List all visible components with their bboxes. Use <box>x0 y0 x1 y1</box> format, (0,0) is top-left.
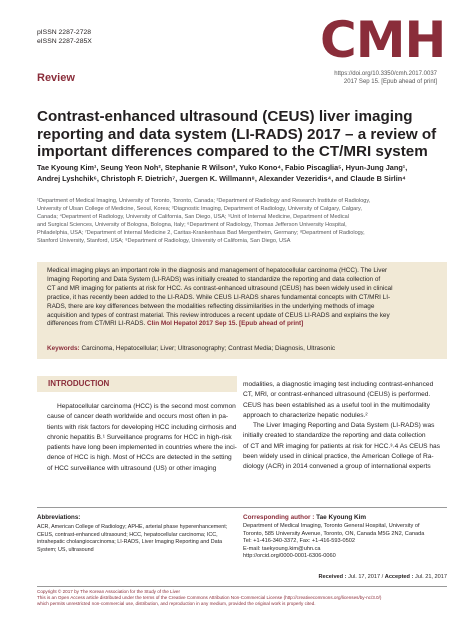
article-type-label: Review <box>37 72 75 84</box>
doi-link[interactable]: https://doi.org/10.3350/cmh.2017.0037 <box>334 71 437 77</box>
body-line: of HCC surveillance with ultrasound (US) or other imaging <box>47 464 217 472</box>
keywords-label: Keywords: <box>47 345 80 352</box>
footnote-divider <box>37 507 447 508</box>
author-line: Tae Kyoung Kim¹, Seung Yeon Noh², Stephanie R Wilson³, Yuko Kono⁴, Fabio Piscaglia⁵, Hyun-Jung Jang¹, <box>37 163 408 172</box>
affiliation-line: University of Ulsan College of Medicine, Seoul, Korea; ³Diagnostic Imaging, Department of Radiology, University of Calgary, Calgary, <box>37 206 362 213</box>
article-dates: Received : Jul. 17, 2017 / Accepted : Jul. 21, 2017 <box>318 574 447 580</box>
author-list <box>37 162 445 184</box>
article-title <box>37 108 447 161</box>
pissn: pISSN 2287-2728 <box>37 29 92 36</box>
body-line: diology (ACR) in 2014 convened a group of international experts <box>243 463 431 471</box>
keywords-list: Carcinoma, Hepatocellular; Liver; Ultrasonography; Contrast Media; Diagnosis, Ultrasonic <box>81 345 336 352</box>
footer-line: Copyright © 2017 by The Korean Association for the Study of the Liver <box>37 589 180 594</box>
title-line: reporting and data system (LI-RADS) 2017 – a review of <box>37 125 437 143</box>
author-line: Andrej Lyshchik⁶, Christoph F. Dietrich⁷, Juergen K. Willmann⁸, Alexander Vezeridis⁴, and Claude B Sirlin⁴ <box>37 174 406 183</box>
title-line: important differences compared to the CT/MRI system <box>37 143 428 161</box>
correspondence-line: Department of Medical Imaging, Toronto General Hospital, University of <box>243 523 420 530</box>
abstract-line: Imaging Reporting and Data System (LI-RADS) was initially created to standardize the reporting and data collection of <box>47 275 381 283</box>
keywords <box>47 345 335 352</box>
accepted-date: Jul. 21, 2017 <box>414 574 447 580</box>
footer-line: which permits unrestricted non-commercial use, distribution, and reproduction in any medium, provided the original work is properly cited. <box>37 601 316 606</box>
correspondence-block <box>243 514 448 560</box>
abstract-line: Medical imaging plays an important role in the diagnosis and management of hepatocellular carcinoma (HCC). The Liver <box>47 267 388 274</box>
body-line: approach to characterize hepatic nodules.² <box>243 411 368 419</box>
doi-block <box>334 70 437 86</box>
correspondence-orcid[interactable]: http://orcid.org/0000-0001-6306-0060 <box>243 553 336 560</box>
abstract-last-line <box>47 320 439 329</box>
abstract-line: practice, it has recently been added to the LI-RADS. While CEUS LI-RADS shares fundamental concepts with CT/MRI LI- <box>47 293 391 301</box>
received-date: Jul. 17, 2017 <box>348 574 381 580</box>
abbreviations-line: ACR, American College of Radiology; APHE, arterial phase hyperenhancement; <box>37 524 228 531</box>
title-line: Contrast-enhanced ultrasound (CEUS) liver imaging <box>37 108 413 125</box>
journal-logo: CMH <box>320 11 446 69</box>
footer-divider <box>37 586 447 587</box>
body-line: initially created to standardize the reporting and data collection <box>243 432 426 440</box>
eissn: eISSN 2287-285X <box>37 38 92 45</box>
affiliation-line: Stanford University, Stanford, USA; ⁹Department of Radiology, University of California, San Diego, USA <box>37 238 291 245</box>
affiliation-line: and Surgical Sciences, University of Bologna, Bologna, Italy; ⁶Department of Radiology, Thomas Jefferson University Hospital, <box>37 222 347 229</box>
issn-block <box>37 28 92 46</box>
abbreviations-line: CEUS, contrast-enhanced ultrasound; HCC, hepatocellular carcinoma; ICC, <box>37 531 218 538</box>
correspondence-line: Tel: +1-416-340-3372, Fax: +1-416-593-0502 <box>243 538 355 545</box>
body-line: Hepatocellular carcinoma (HCC) is the second most common <box>57 403 236 410</box>
affiliation-line: Philadelphia, USA; ⁷Department of Internal Medicine 2, Caritas-Krankenhaus Bad Mergentheim, Germany; ⁸Department of Radiology, <box>37 230 365 237</box>
section-heading: INTRODUCTION <box>48 379 110 388</box>
body-line: chronic hepatitis B.¹ Surveillance programs for HCC in high-risk <box>47 433 232 441</box>
publication-date: 2017 Sep 15. [Epub ahead of print] <box>343 79 437 85</box>
copyright-footer <box>37 589 449 607</box>
abstract-line: acquisition and types of contrast material. This review introduces a recent update of CEUS LI-RADS and explains the key <box>47 311 390 319</box>
abbreviations-line: intrahepatic cholangiocarcinoma; LI-RADS, Liver Imaging Reporting and Data <box>37 539 223 546</box>
accepted-label: Accepted : <box>384 574 414 580</box>
abstract-line: CT and MR imaging for patients at risk for HCC. As contrast-enhanced ultrasound (CEUS) has been widely used in clinical <box>47 284 393 292</box>
body-column-left <box>47 402 235 474</box>
section-heading-box <box>37 376 237 392</box>
body-line: CEUS has been established as a useful tool in the multimodality <box>243 401 430 409</box>
abstract-citation: Clin Mol Hepatol 2017 Sep 15. [Epub ahead of print] <box>147 320 304 328</box>
affiliation-line: ¹Department of Medical Imaging, University of Toronto, Toronto, Canada; ²Department of Radiology and Research Institute of Radiology, <box>37 198 371 204</box>
abstract-line: RADS, there are key differences between the modalities reflecting dissimilarities in the underlying methods of image <box>47 302 375 310</box>
body-line: modalities, a diagnostic imaging test including contrast-enhanced <box>243 381 434 388</box>
abbreviations-line: System; US, ultrasound <box>37 546 94 553</box>
correspondence-name: Tae Kyoung Kim <box>316 514 367 521</box>
abstract-line: differences from CT/MRI LI-RADS. <box>47 320 146 328</box>
correspondence-label: Corresponding author : <box>243 514 315 521</box>
abstract-text <box>47 267 439 329</box>
correspondence-heading <box>243 514 448 521</box>
footer-line: This is an Open Access article distributed under the terms of the Creative Commons Attribution Non-Commercial License (http://creativecommons.org/licenses/by-nc/3.0/) <box>37 595 382 600</box>
correspondence-email[interactable]: E-mail: taekyoung.kim@uhn.ca <box>243 545 321 552</box>
body-line: patients have long been implemented in countries where the inci- <box>47 444 237 452</box>
body-line: cause of cancer death worldwide and occurs most often in pa- <box>47 413 229 421</box>
abbreviations-label: Abbreviations: <box>37 514 81 521</box>
abbreviations-block <box>37 514 233 554</box>
affiliations <box>37 197 447 246</box>
body-line: CT, MRI, or contrast-enhanced ultrasound (CEUS) is performed. <box>243 391 431 399</box>
body-line: tients with risk factors for developing HCC including cirrhosis and <box>47 423 237 431</box>
body-line: The Liver Imaging Reporting and Data System (LI-RADS) was <box>253 422 435 430</box>
correspondence-line: Toronto, 585 University Avenue, Toronto, ON, Canada M5G 2N2, Canada <box>243 530 425 537</box>
body-column-right <box>243 380 448 473</box>
body-line: of CT and MR imaging for patients at risk for HCC.³˒4 As CEUS has <box>243 442 441 450</box>
affiliation-line: Canada; ⁴Department of Radiology, University of California, San Diego, USA; ⁵Unit of Internal Medicine, Department of Medical <box>37 214 349 221</box>
received-label: Received : <box>318 574 347 580</box>
body-line: dence of HCC is high. Most of HCCs are detected in the setting <box>47 454 232 462</box>
body-line: been widely used in clinical practice, the American College of Ra- <box>243 453 434 461</box>
